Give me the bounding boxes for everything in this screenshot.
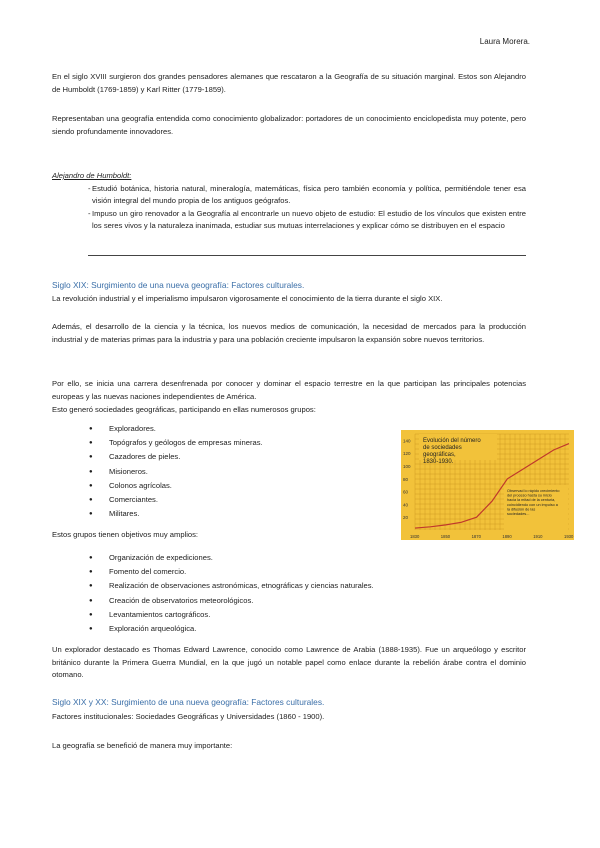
list-item: ● Militares. — [52, 507, 392, 521]
section1-paragraph-1: La revolución industrial y el imperialismo impulsaron vigorosamente el conocimiento de la tierra durante el siglo XIX. — [52, 294, 443, 303]
section1-paragraph-3: Por ello, se inicia una carrera desenfrenada por conocer y dominar el espacio terrestre en la que participan las principales potencias europeas y las nuevas naciones independientes de América. — [52, 379, 526, 401]
intro-paragraph-1: En el siglo XVIII surgieron dos grandes pensadores alemanes que rescataron a la Geografía de su situación marginal. Estos son Alejandro de Humboldt (1769-1859) y Karl Ritter (1779-1859). — [52, 72, 526, 94]
intro-paragraph-2: Representaban una geografía entendida como conocimiento globalizador: portadores de un conocimiento enciclopedista muy potente, pero siendo profundamente innovadores. — [52, 114, 526, 136]
section2-paragraph-2: La geografía se benefició de manera muy importante: — [52, 741, 233, 750]
divider-line — [88, 255, 526, 256]
list-item: ● Exploración arqueológica. — [52, 622, 526, 636]
humboldt-list — [52, 183, 526, 233]
section1-paragraph-6: Un explorador destacado es Thomas Edward Lawrence, conocido como Lawrence de Arabia (1888-1935). Fue un arqueólogo y escritor británico durante la Primera Guerra Mundial, en la que jugó un notable papel como enlace durante la rebelión árabe contra el dominio otomano. — [52, 645, 526, 680]
list-item: ● Creación de observatorios meteorológicos. — [52, 594, 526, 608]
section-heading-xix: Siglo XIX: Surgimiento de una nueva geografía: Factores culturales. — [52, 280, 305, 290]
groups-list — [52, 422, 392, 521]
author-name: Laura Morera. — [479, 37, 530, 46]
chart-canvas — [401, 430, 574, 540]
list-item: ● Comerciantes. — [52, 493, 392, 507]
section-heading-xix-xx: Siglo XIX y XX: Surgimiento de una nueva geografía: Factores culturales. — [52, 697, 325, 707]
list-item: ● Exploradores. — [52, 422, 392, 436]
groups-list-wrap — [52, 422, 392, 521]
list-item: - Impuso un giro renovador a la Geografía al encontrarle un nuevo objeto de estudio: El estudio de los vínculos que existen entre los seres vivos y la naturaleza inanimada, estudiar sus mutuas interrelaciones y explicar cómo se distribuyen en el espacio — [52, 208, 526, 233]
humboldt-title: Alejandro de Humboldt: — [52, 171, 132, 180]
section1-paragraph-2: Además, el desarrollo de la ciencia y la técnica, los nuevos medios de comunicación, la necesidad de mercados para la producción industrial y de materias primas para la industria y para una población creciente impulsaron la expansión sobre nuevos territorios. — [52, 322, 526, 344]
section1-paragraph-5: Estos grupos tienen objetivos muy amplios: — [52, 530, 199, 539]
x-tick-label: 1930 — [564, 534, 574, 539]
list-item: ● Colonos agrícolas. — [52, 479, 392, 493]
y-tick-label: 100 — [403, 464, 411, 469]
x-tick-label: 1910 — [533, 534, 543, 539]
list-item: ● Fomento del comercio. — [52, 565, 526, 579]
list-item: ● Realización de observaciones astronómicas, etnográficas y ciencias naturales. — [52, 579, 526, 593]
section1-paragraph-4: Esto generó sociedades geográficas, participando en ellas numerosos grupos: — [52, 405, 316, 414]
objectives-list-wrap — [52, 551, 526, 636]
y-tick-label: 120 — [403, 451, 411, 457]
list-item: ● Cazadores de pieles. — [52, 450, 392, 464]
x-tick-label: 1870 — [471, 534, 481, 539]
y-tick-label: 140 — [403, 438, 411, 444]
x-tick-label: 1890 — [502, 534, 512, 539]
y-tick-label: 80 — [403, 476, 409, 482]
list-item: ● Organización de expediciones. — [52, 551, 526, 565]
list-item: ● Levantamientos cartográficos. — [52, 608, 526, 622]
list-item: ● Topógrafos y geólogos de empresas mineras. — [52, 436, 392, 450]
section2-paragraph-1: Factores institucionales: Sociedades Geográficas y Universidades (1860 - 1900). — [52, 712, 325, 721]
objectives-list — [52, 551, 526, 636]
chart-note: Observad lo rápido crecimiento del proceso hasta su inicio hacia la mitad de la centuria, coincidiendo con un impulso a la difusión de las sociedades... — [507, 489, 560, 516]
y-tick-label: 60 — [403, 489, 409, 495]
y-tick-label: 20 — [403, 515, 409, 521]
chart-title: Evolución del número de sociedades geográficas, 1830-1930. — [423, 438, 481, 465]
societies-chart — [401, 430, 574, 540]
x-tick-label: 1830 — [410, 534, 420, 539]
humboldt-section — [52, 170, 526, 233]
list-item: - Estudió botánica, historia natural, mineralogía, matemáticas, física pero también economía y política, permitiéndole tener esa visión integral del mundo propia de los antiguos geógrafos. — [52, 183, 526, 208]
x-tick-label: 1850 — [440, 534, 451, 539]
y-tick-label: 40 — [403, 502, 409, 508]
list-item: ● Misioneros. — [52, 465, 392, 479]
